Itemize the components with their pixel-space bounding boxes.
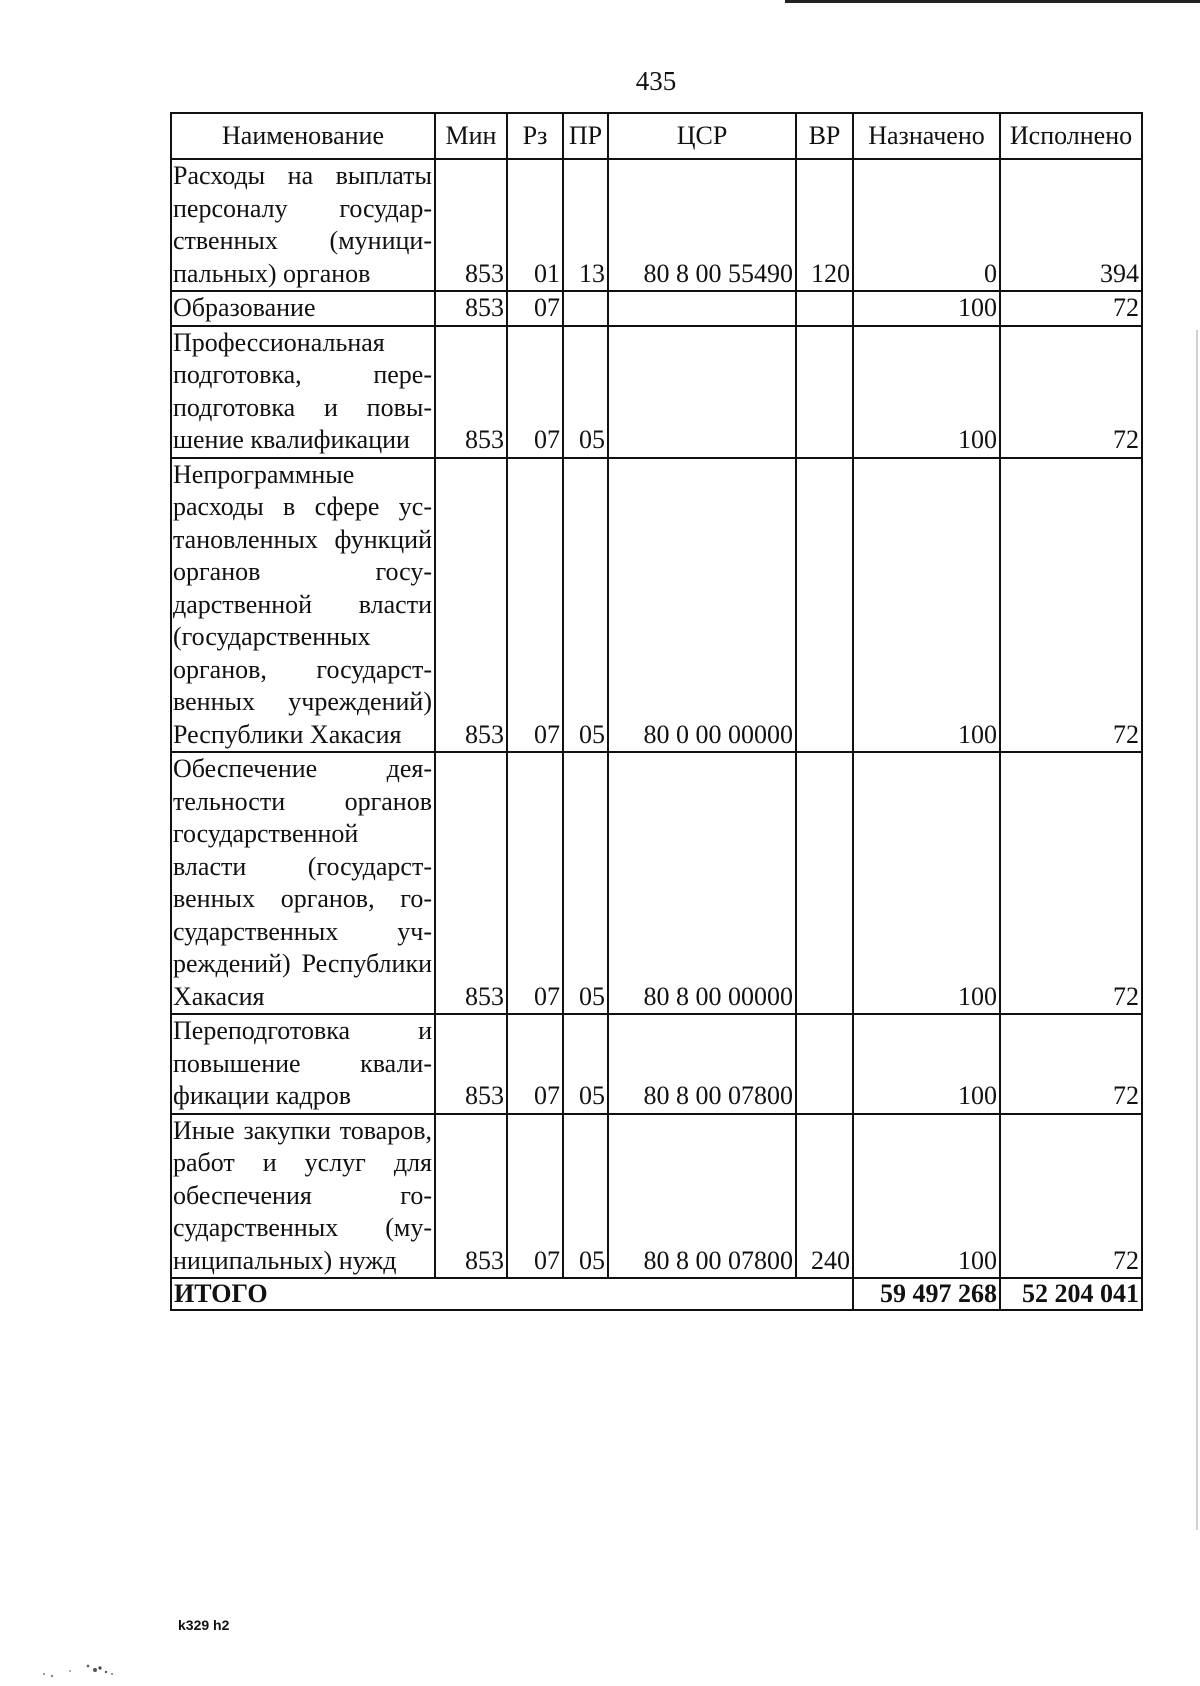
row-csr: 80 8 00 07800 (608, 1114, 796, 1279)
row-csr: 80 8 00 00000 (608, 752, 796, 1014)
header-vr: ВР (796, 113, 853, 159)
row-assigned: 100 (853, 291, 1000, 326)
total-label: ИТОГО (171, 1278, 853, 1310)
row-csr: 80 8 00 55490 (608, 159, 796, 291)
row-executed: 72 (1000, 291, 1142, 326)
row-name: Непрограммные расходы в сфере установленных функций органов государственной власти (государственных органов, государственных учреждений) Республики Хакасия (171, 458, 435, 753)
row-rz: 07 (507, 291, 563, 326)
row-name: Образование (171, 291, 435, 326)
row-rz: 07 (507, 1114, 563, 1279)
row-vr (796, 326, 853, 458)
total-row (171, 1278, 1142, 1310)
header-pr: ПР (563, 113, 608, 159)
row-pr: 05 (563, 326, 608, 458)
row-csr (608, 291, 796, 326)
row-pr: 05 (563, 1014, 608, 1114)
row-min: 853 (435, 1114, 507, 1279)
row-pr: 13 (563, 159, 608, 291)
row-csr: 80 8 00 07800 (608, 1014, 796, 1114)
row-vr: 240 (796, 1114, 853, 1279)
row-executed: 72 (1000, 1014, 1142, 1114)
row-vr (796, 1014, 853, 1114)
scan-noise-speckle (40, 1656, 120, 1680)
row-name: Иные закупки товаров, работ и услуг для обеспечения государственных (муниципальных) нужд (171, 1114, 435, 1279)
row-vr: 120 (796, 159, 853, 291)
row-min: 853 (435, 326, 507, 458)
header-row (171, 113, 1142, 159)
row-min: 853 (435, 291, 507, 326)
row-min: 853 (435, 752, 507, 1014)
table-row (171, 291, 1142, 326)
table-row (171, 1014, 1142, 1114)
row-executed: 72 (1000, 752, 1142, 1014)
row-executed: 394 (1000, 159, 1142, 291)
row-rz: 07 (507, 326, 563, 458)
footer-code: k329 h2 (178, 1617, 230, 1633)
row-min: 853 (435, 1014, 507, 1114)
row-assigned: 100 (853, 1014, 1000, 1114)
scan-edge-line (785, 0, 1200, 3)
row-assigned: 100 (853, 752, 1000, 1014)
row-csr: 80 0 00 00000 (608, 458, 796, 753)
row-assigned: 100 (853, 1114, 1000, 1279)
table-header (171, 113, 1142, 159)
header-min: Мин (435, 113, 507, 159)
page-number: 435 (635, 66, 677, 96)
row-name: Переподготовка и повышение квалификации кадров (171, 1014, 435, 1114)
row-vr (796, 291, 853, 326)
row-executed: 72 (1000, 1114, 1142, 1279)
table-body (171, 159, 1142, 1310)
header-rz: Рз (507, 113, 563, 159)
header-csr: ЦСР (608, 113, 796, 159)
row-rz: 07 (507, 752, 563, 1014)
row-assigned: 0 (853, 159, 1000, 291)
row-vr (796, 752, 853, 1014)
table-row (171, 458, 1142, 753)
row-name: Профессиональная подготовка, переподготовка и повышение квалификации (171, 326, 435, 458)
row-executed: 72 (1000, 326, 1142, 458)
row-min: 853 (435, 159, 507, 291)
table-row (171, 159, 1142, 291)
budget-execution-table (170, 112, 1143, 1311)
header-assigned: Назначено (853, 113, 1000, 159)
total-executed: 52 204 041 (1000, 1278, 1142, 1310)
table-row (171, 326, 1142, 458)
row-csr (608, 326, 796, 458)
row-pr: 05 (563, 1114, 608, 1279)
row-executed: 72 (1000, 458, 1142, 753)
table-row (171, 1114, 1142, 1279)
row-vr (796, 458, 853, 753)
table-row (171, 752, 1142, 1014)
row-name: Расходы на выплаты персоналу государственных (муниципальных) органов (171, 159, 435, 291)
header-executed: Исполнено (1000, 113, 1142, 159)
row-assigned: 100 (853, 458, 1000, 753)
row-pr: 05 (563, 752, 608, 1014)
row-pr: 05 (563, 458, 608, 753)
row-min: 853 (435, 458, 507, 753)
scan-edge-shadow (1196, 330, 1198, 1530)
row-pr (563, 291, 608, 326)
row-rz: 07 (507, 1014, 563, 1114)
total-assigned: 59 497 268 (853, 1278, 1000, 1310)
row-rz: 01 (507, 159, 563, 291)
row-assigned: 100 (853, 326, 1000, 458)
header-name: Наименование (171, 113, 435, 159)
row-rz: 07 (507, 458, 563, 753)
row-name: Обеспечение деятельности органов государственной власти (государственных органов, государственных учреждений) Республики Хакасия (171, 752, 435, 1014)
